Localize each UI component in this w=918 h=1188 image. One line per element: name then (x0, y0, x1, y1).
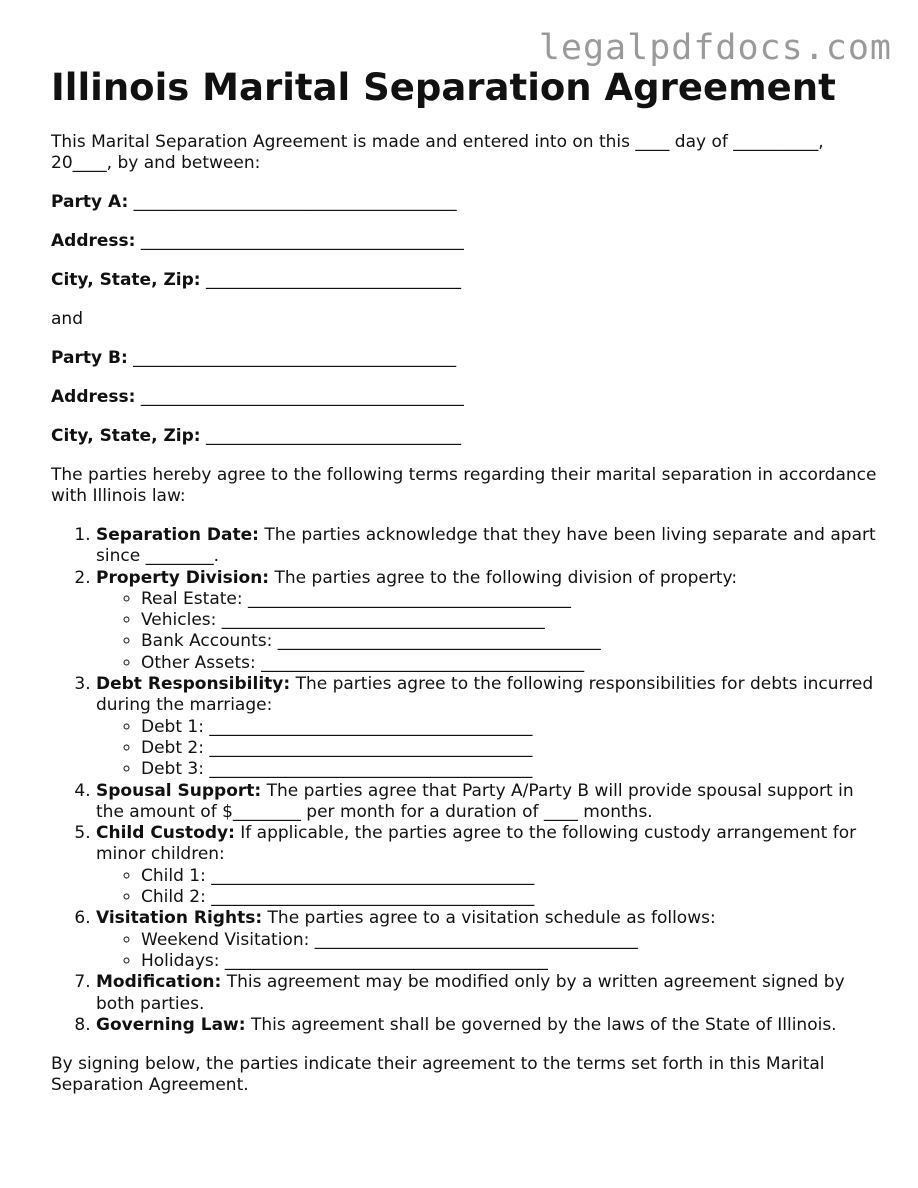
term-debt-responsibility (96, 674, 881, 780)
party-a-name-field (51, 192, 881, 213)
field-blank: ______________________________________ (133, 192, 457, 212)
sub-item: ◦ Debt 2: ______________________________________ (141, 738, 881, 759)
closing-paragraph: By signing below, the parties indicate their agreement to the terms set forth in this Marital Separation Agreement. (51, 1054, 825, 1096)
custody-sublist (96, 866, 881, 909)
field-label: Party A: (51, 192, 129, 212)
term-text: This agreement shall be governed by the laws of the State of Illinois. (250, 1014, 837, 1035)
field-blank: ______________________________________ (140, 387, 464, 407)
field-blank: ______________________________ (205, 270, 461, 290)
term-heading: Spousal Support: (96, 780, 262, 801)
term-heading: Modification: (96, 972, 222, 993)
sub-item: ◦ Weekend Visitation: ______________________________________ (141, 930, 881, 951)
field-blank: ______________________________________ (140, 231, 464, 251)
term-governing-law (96, 1015, 881, 1036)
intro-paragraph: This Marital Separation Agreement is made and entered into on this ____ day of __________, 20____, by and between: (51, 132, 824, 173)
sub-item: ◦ Debt 3: ______________________________________ (141, 759, 881, 780)
term-heading: Visitation Rights: (96, 908, 263, 929)
debt-sublist (96, 717, 881, 781)
term-separation-date (96, 525, 881, 568)
term-spousal-support (96, 781, 881, 824)
sub-item: ◦ Bank Accounts: ______________________________________ (141, 631, 881, 652)
term-text: The parties agree that Party A/Party B will provide spousal support in the amount of $________ per month for a duration of ____ months. (96, 780, 854, 822)
party-b-name-field (51, 348, 881, 369)
watermark: legalpdfdocs.com (538, 28, 892, 68)
field-label: Address: (51, 387, 136, 407)
term-heading: Governing Law: (96, 1014, 246, 1035)
term-text: The parties agree to a visitation schedule as follows: (267, 908, 716, 929)
field-label: Party B: (51, 348, 128, 368)
term-text: The parties acknowledge that they have been living separate and apart since ________. (96, 525, 876, 567)
field-label: City, State, Zip: (51, 270, 201, 290)
sub-item: ◦ Holidays: ______________________________________ (141, 951, 881, 972)
term-heading: Child Custody: (96, 823, 235, 844)
field-label: City, State, Zip: (51, 426, 201, 446)
term-text: If applicable, the parties agree to the following custody arrangement for minor children: (96, 823, 857, 865)
term-heading: Property Division: (96, 567, 270, 588)
sub-item: ◦ Real Estate: ______________________________________ (141, 589, 881, 610)
document-title: Illinois Marital Separation Agreement (51, 66, 836, 109)
term-heading: Separation Date: (96, 525, 259, 545)
field-blank: ______________________________________ (133, 348, 457, 368)
term-text: The parties agree to the following responsibilities for debts incurred during the marriage: (96, 674, 874, 716)
field-label: Address: (51, 231, 136, 251)
document-page (51, 64, 881, 1096)
term-text: The parties agree to the following division of property: (274, 567, 738, 588)
term-modification (96, 972, 881, 1015)
visitation-sublist (96, 930, 881, 973)
term-visitation-rights (96, 908, 881, 972)
term-heading: Debt Responsibility: (96, 674, 291, 695)
field-blank: ______________________________ (205, 426, 461, 446)
sub-item: ◦ Other Assets: ______________________________________ (141, 653, 881, 674)
terms-list (51, 525, 881, 1036)
sub-item: ◦ Vehicles: ______________________________________ (141, 610, 881, 631)
term-property-division (96, 568, 881, 674)
property-sublist (96, 589, 881, 674)
party-a-address-field (51, 231, 881, 252)
sub-item: ◦ Debt 1: ______________________________________ (141, 717, 881, 738)
terms-intro: The parties hereby agree to the following terms regarding their marital separation in accordance with Illinois law: (51, 465, 877, 506)
party-b-address-field (51, 387, 881, 408)
and-text: and (51, 309, 83, 329)
sub-item: ◦ Child 2: ______________________________________ (141, 887, 881, 908)
party-a-city-field (51, 270, 881, 291)
term-child-custody (96, 823, 881, 908)
term-text: This agreement may be modified only by a written agreement signed by both parties. (96, 972, 845, 1014)
party-b-city-field (51, 426, 881, 447)
sub-item: ◦ Child 1: ______________________________________ (141, 866, 881, 887)
